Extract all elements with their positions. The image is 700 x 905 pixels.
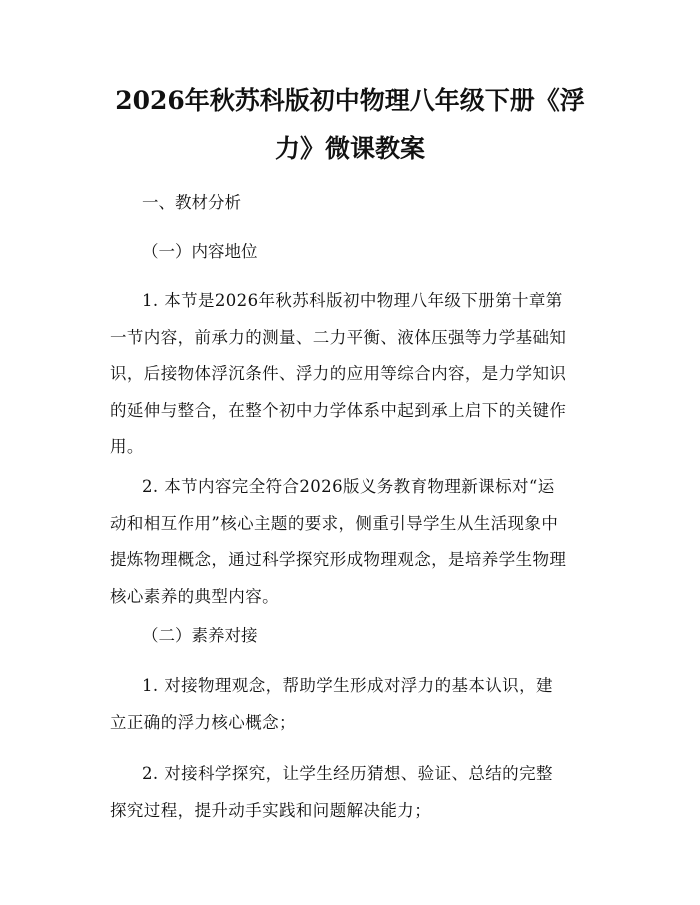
paragraph-line: 探究过程，提升动手实践和问题解决能力； <box>110 800 432 820</box>
paragraph-content-position-1 <box>110 283 610 466</box>
paragraph-line: 识，后接物体浮沉条件、浮力的应用等综合内容，是力学知识 <box>110 364 567 383</box>
paragraph-line: 提炼物理概念，通过科学探究形成物理观念，是培养学生物理 <box>110 550 567 569</box>
paragraph-line: 1. 对接物理观念，帮助学生形成对浮力的基本认识，建 <box>142 676 553 695</box>
paragraph-line: 一节内容，前承力的测量、二力平衡、液体压强等力学基础知 <box>110 327 567 347</box>
paragraph-line: 的延伸与整合，在整个初中力学体系中起到承上启下的关键作 <box>110 400 567 420</box>
subsection-heading-literacy-alignment: （二）素养对接 <box>142 626 258 645</box>
document-title-line-2: 力》微课教案 <box>274 134 425 163</box>
paragraph-line: 立正确的浮力核心概念； <box>110 712 296 732</box>
paragraph-line: 1. 本节是2026年秋苏科版初中物理八年级下册第十章第 <box>142 291 563 310</box>
paragraph-line: 动和相互作用”核心主题的要求，侧重引导学生从生活现象中 <box>110 513 559 533</box>
document-title-line-1: 2026年秋苏科版初中物理八年级下册《浮 <box>115 86 585 115</box>
subsection-heading-content-position: （一）内容地位 <box>142 242 258 261</box>
paragraph-line: 用。 <box>110 437 144 456</box>
paragraph-line: 2. 本节内容完全符合2026版义务教育物理新课标对“运 <box>142 477 555 496</box>
paragraph-literacy-alignment-2 <box>110 756 610 829</box>
section-heading-textbook-analysis: 一、教材分析 <box>142 193 241 212</box>
paragraph-content-position-2 <box>110 469 610 615</box>
paragraph-line: 2. 对接科学探究，让学生经历猜想、验证、总结的完整 <box>142 764 553 783</box>
paragraph-literacy-alignment-1 <box>110 668 610 741</box>
paragraph-line: 核心素养的典型内容。 <box>110 586 279 606</box>
